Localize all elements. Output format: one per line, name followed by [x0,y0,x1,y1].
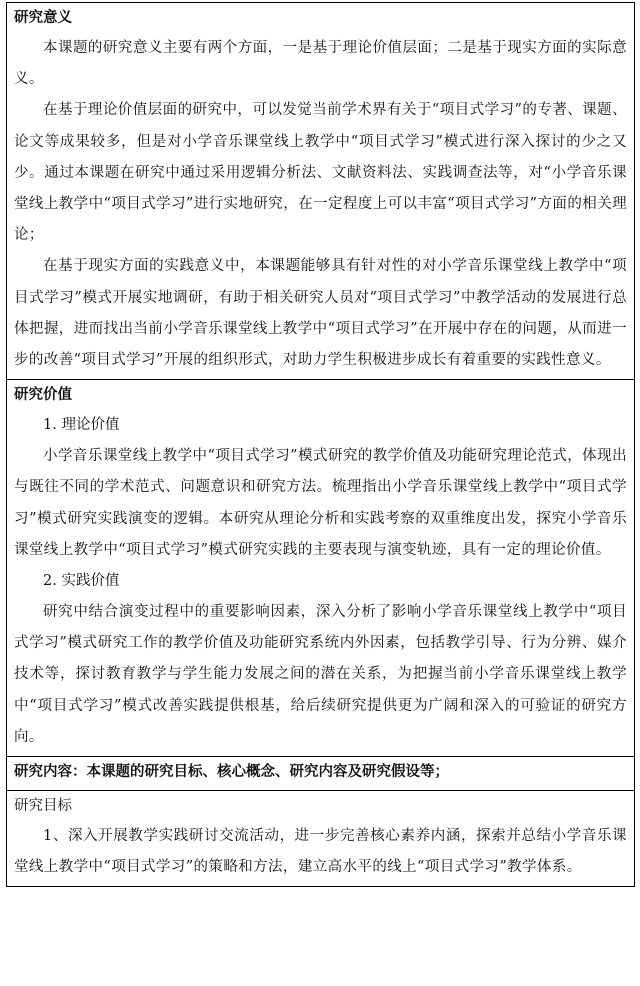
significance-paragraph-2: 在基于理论价值层面的研究中，可以发觉当前学术界有关于“项目式学习”的专著、课题、论文等成果较多，但是对小学音乐课堂线上教学中“项目式学习”模式进行深入探讨的少之又少。通过本课题在研究中通过采用逻辑分析法、文献资料法、实践调查法等，对“小学音乐课堂线上教学中“项目式学习”进行实地研究，在一定程度上可以丰富“项目式学习”方面的相关理论； [14,102,627,244]
theory-value-title: 1. 理论价值 [43,417,120,434]
significance-paragraph-3: 在基于现实方面的实践意义中，本课题能够具有针对性的对小学音乐课堂线上教学中“项目式学习”模式开展实地调研，有助于相关研究人员对“项目式学习”中教学活动的发展进行总体把握，进而找出当前小学音乐课堂线上教学中“项目式学习”在开展中存在的问题，从而进一步的改善“项目式学习”开展的组织形式，对助力学生积极进步成长有着重要的实践性意义。 [14,258,627,369]
significance-paragraph-1: 本课题的研究意义主要有两个方面，一是基于理论价值层面；二是基于现实方面的实际意义。 [14,40,627,88]
research-goal-cell [7,791,635,887]
research-content-cell [7,757,635,791]
section-heading-significance: 研究意义 [14,9,72,26]
practice-value-paragraph: 研究中结合演变过程中的重要影响因素，深入分析了影响小学音乐课堂线上教学中“项目式学习”模式研究工作的教学价值及功能研究系统内外因素，包括教学引导、行为分辨、媒介技术等，探讨教育教学与学生能力发展之间的潜在关系，为把握当前小学音乐课堂线上教学中“项目式学习”模式改善实践提供根基，给后续研究提供更为广阔和深入的可验证的研究方向。 [14,604,627,745]
research-value-cell [7,380,635,757]
section-heading-content: 研究内容：本课题的研究目标、核心概念、研究内容及研究假设等； [14,763,449,781]
section-heading-goal: 研究目标 [14,798,72,815]
practice-value-title: 2. 实践价值 [43,573,120,590]
theory-value-paragraph: 小学音乐课堂线上教学中“项目式学习”模式研究的教学价值及功能研究理论范式，体现出与既往不同的学术范式、问题意识和研究方法。梳理指出小学音乐课堂线上教学中“项目式学习”模式研究实践演变的逻辑。本研究从理论分析和实践考察的双重维度出发，探究小学音乐课堂线上教学中“项目式学习”模式研究实践的主要表现与演变轨迹，具有一定的理论价值。 [14,448,627,558]
section-heading-value: 研究价值 [14,386,72,404]
research-form-table [6,2,635,887]
goal-paragraph-1: 1、深入开展教学实践研讨交流活动，进一步完善核心素养内涵，探索并总结小学音乐课堂线上教学中“项目式学习”的策略和方法，建立高水平的线上“项目式学习”教学体系。 [14,828,627,876]
research-significance-cell [7,3,635,380]
